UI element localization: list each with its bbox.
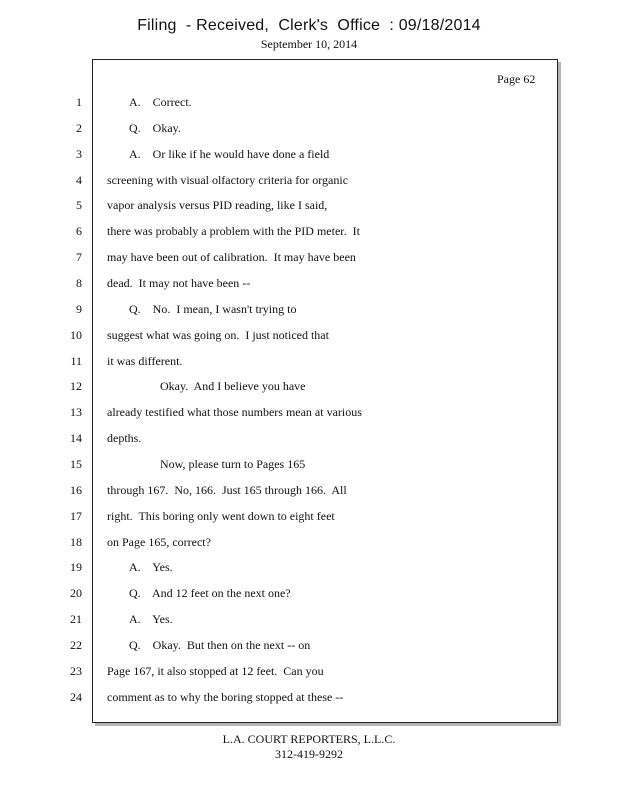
transcript-line <box>0 664 618 684</box>
line-number: 10 <box>70 327 82 342</box>
transcript-line <box>0 586 618 606</box>
line-number: 14 <box>70 431 82 446</box>
line-number: 15 <box>70 456 82 471</box>
line-number: 21 <box>70 612 82 626</box>
transcript-line <box>0 509 618 529</box>
transcript-line <box>0 250 618 270</box>
line-text: depths. <box>107 431 142 446</box>
line-number: 11 <box>70 353 82 368</box>
line-text: Q. Okay. But then on the next -- on <box>129 637 311 652</box>
line-text: Q. Okay. <box>129 120 181 135</box>
transcript-line <box>0 198 618 218</box>
reporter-company: L.A. COURT REPORTERS, L.L.C. <box>222 732 396 746</box>
line-number: 18 <box>70 534 82 549</box>
line-text: already testified what those numbers mean at various <box>107 405 362 420</box>
line-text: suggest what was going on. I just noticed that <box>107 327 329 342</box>
transcript-line <box>0 147 618 167</box>
transcript-line <box>0 535 618 555</box>
transcript-line <box>0 405 618 425</box>
line-number: 17 <box>70 508 82 523</box>
line-number: 4 <box>76 172 82 187</box>
transcript-line <box>0 690 618 710</box>
line-text: A. Yes. <box>129 560 173 575</box>
line-number: 12 <box>70 379 82 394</box>
line-number: 8 <box>76 276 82 290</box>
line-number: 7 <box>76 250 82 265</box>
transcript-line <box>0 173 618 193</box>
transcript-line <box>0 431 618 451</box>
line-text: A. Or like if he would have done a field <box>129 146 330 161</box>
line-text: it was different. <box>107 353 183 368</box>
transcript-line <box>0 224 618 244</box>
line-number: 9 <box>76 301 82 316</box>
filing-stamp: Filing - Received, Clerk's Office : 09/18/2014 <box>137 17 481 34</box>
transcript-line <box>0 483 618 503</box>
line-number: 6 <box>76 224 82 239</box>
line-text: Okay. And I believe you have <box>160 379 306 394</box>
line-text: Q. No. I mean, I wasn't trying to <box>129 301 297 316</box>
deposition-date: September 10, 2014 <box>260 37 358 51</box>
line-number: 1 <box>76 95 82 109</box>
line-number: 3 <box>76 146 82 161</box>
line-text: A. Correct. <box>129 95 192 109</box>
transcript-line <box>0 354 618 374</box>
line-text: comment as to why the boring stopped at these -- <box>107 689 344 704</box>
line-text: Q. And 12 feet on the next one? <box>129 586 291 601</box>
transcript-line <box>0 121 618 141</box>
line-text: Now, please turn to Pages 165 <box>160 456 306 471</box>
line-text: on Page 165, correct? <box>107 534 211 549</box>
line-number: 24 <box>70 689 82 704</box>
line-text: through 167. No, 166. Just 165 through 166. All <box>107 482 347 497</box>
line-text: Page 167, it also stopped at 12 feet. Can you <box>107 663 324 678</box>
transcript-line <box>0 379 618 399</box>
transcript-line <box>0 276 618 296</box>
line-number: 5 <box>76 198 82 213</box>
line-text: may have been out of calibration. It may have been <box>107 250 356 265</box>
line-text: screening with visual olfactory criteria for organic <box>107 172 349 187</box>
line-number: 2 <box>76 120 82 135</box>
line-text: A. Yes. <box>129 612 173 626</box>
transcript-line <box>0 95 618 115</box>
line-text: dead. It may not have been -- <box>107 276 251 290</box>
line-text: right. This boring only went down to eight feet <box>107 508 335 523</box>
line-number: 22 <box>70 637 82 652</box>
line-number: 19 <box>70 560 82 575</box>
line-number: 16 <box>70 482 82 497</box>
transcript-line <box>0 328 618 348</box>
line-text: vapor analysis versus PID reading, like I said, <box>107 198 328 213</box>
line-text: there was probably a problem with the PID meter. It <box>107 224 360 239</box>
transcript-line <box>0 612 618 632</box>
transcript-line <box>0 302 618 322</box>
page-number: Page 62 <box>497 72 536 86</box>
line-number: 13 <box>70 405 82 420</box>
reporter-phone: 312-419-9292 <box>275 747 343 761</box>
transcript-line <box>0 457 618 477</box>
line-number: 23 <box>70 663 82 678</box>
transcript-line <box>0 560 618 580</box>
line-number: 20 <box>70 586 82 601</box>
transcript-line <box>0 638 618 658</box>
